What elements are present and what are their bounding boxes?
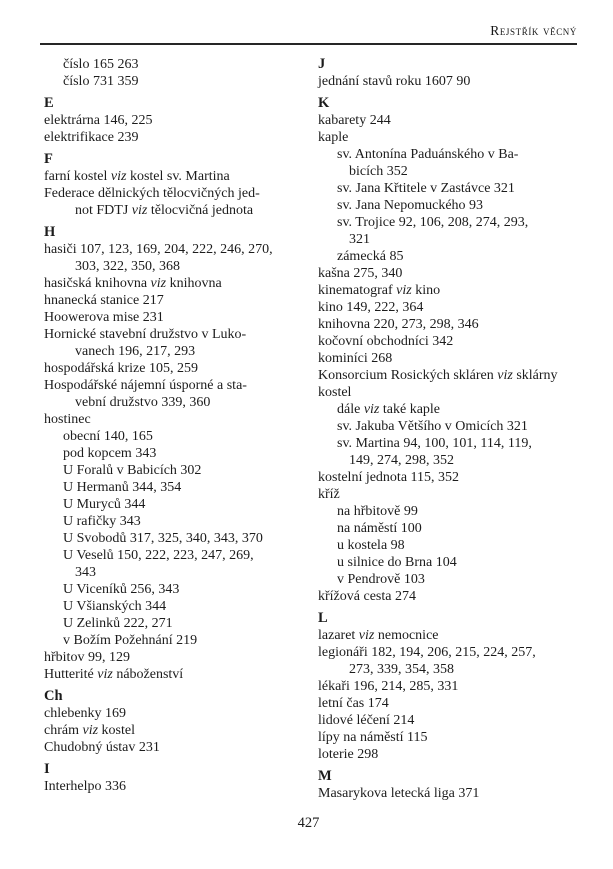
entry-text: Federace dělnických tělocvičných jed- — [44, 186, 260, 201]
entry-text: K — [318, 95, 330, 111]
index-entry-line — [318, 384, 576, 401]
index-entry-line — [318, 112, 576, 129]
entry-text: kino 149, 222, 364 — [318, 300, 424, 315]
entry-text: sv. Martina 94, 100, 101, 114, 119, — [337, 436, 532, 451]
index-entry-line — [318, 214, 576, 231]
index-entry-line — [318, 554, 576, 571]
index-entry-line — [44, 615, 300, 632]
entry-text: kostel — [318, 385, 352, 400]
entry-text: U Svobodů 317, 325, 340, 343, 370 — [63, 531, 263, 546]
entry-text: v Božím Požehnání 219 — [63, 633, 198, 648]
entry-text: lazaret — [318, 628, 359, 643]
index-entry-line — [318, 571, 576, 588]
entry-text: L — [318, 610, 328, 626]
entry-text: hostinec — [44, 412, 91, 427]
entry-text: U rafičky 343 — [63, 514, 141, 529]
cross-reference-viz: viz — [363, 402, 380, 417]
index-entry-line — [318, 627, 576, 644]
index-entry-line — [318, 452, 576, 469]
index-entry-line — [318, 503, 576, 520]
index-entry-line — [44, 428, 300, 445]
entry-text: zámecká 85 — [337, 249, 404, 264]
entry-text: tělocvičná jednota — [147, 203, 254, 218]
index-entry-line — [318, 661, 576, 678]
section-letter — [318, 95, 576, 112]
entry-text: M — [318, 768, 332, 784]
entry-text: vební družstvo 339, 360 — [75, 395, 211, 410]
section-letter — [44, 761, 300, 778]
entry-text: Ch — [44, 688, 63, 704]
index-entry-line — [318, 197, 576, 214]
index-columns — [44, 56, 576, 802]
index-entry-line — [44, 581, 300, 598]
index-entry-line — [318, 73, 576, 90]
entry-text: kabarety 244 — [318, 113, 391, 128]
index-entry-line — [318, 712, 576, 729]
entry-text: také kaple — [379, 402, 441, 417]
index-entry-line — [318, 520, 576, 537]
entry-text: U Veselů 150, 222, 223, 247, 269, — [63, 548, 254, 563]
index-entry-line — [318, 644, 576, 661]
cross-reference-viz: viz — [110, 169, 127, 184]
entry-text: kinematograf — [318, 283, 397, 298]
entry-text: lékaři 196, 214, 285, 331 — [318, 679, 459, 694]
entry-text: 321 — [349, 232, 370, 247]
index-column-right — [318, 56, 576, 802]
entry-text: lípy na náměstí 115 — [318, 730, 428, 745]
index-entry-line — [318, 265, 576, 282]
section-letter — [44, 151, 300, 168]
entry-text: obecní 140, 165 — [63, 429, 153, 444]
cross-reference-viz: viz — [131, 203, 148, 218]
index-entry-line — [318, 180, 576, 197]
index-entry-line — [318, 435, 576, 452]
entry-text: farní kostel — [44, 169, 111, 184]
index-entry-line — [44, 632, 300, 649]
entry-text: nemocnice — [374, 628, 439, 643]
index-entry-line — [44, 479, 300, 496]
index-entry-line — [318, 316, 576, 333]
entry-text: u silnice do Brna 104 — [337, 555, 457, 570]
index-entry-line — [44, 411, 300, 428]
index-entry-line — [318, 746, 576, 763]
entry-text: Hornické stavební družstvo v Luko- — [44, 327, 247, 342]
entry-text: 303, 322, 350, 368 — [75, 259, 180, 274]
index-entry-line — [318, 588, 576, 605]
entry-text: jednání stavů roku 1607 90 — [318, 74, 471, 89]
index-entry-line — [44, 275, 300, 292]
index-entry-line — [44, 258, 300, 275]
cross-reference-viz: viz — [82, 723, 99, 738]
index-entry-line — [44, 564, 300, 581]
entry-text: u kostela 98 — [337, 538, 405, 553]
entry-text: F — [44, 151, 53, 167]
index-entry-line — [318, 163, 576, 180]
entry-text: not FDTJ — [75, 203, 132, 218]
index-entry-line — [44, 598, 300, 615]
index-entry-line — [44, 739, 300, 756]
entry-text: I — [44, 761, 50, 777]
entry-text: hasiči 107, 123, 169, 204, 222, 246, 270, — [44, 242, 273, 257]
index-entry-line — [318, 401, 576, 418]
index-entry-line — [318, 537, 576, 554]
entry-text: sv. Jana Nepomuckého 93 — [337, 198, 484, 213]
entry-text: 273, 339, 354, 358 — [349, 662, 454, 677]
index-entry-line — [44, 530, 300, 547]
index-entry-line — [318, 695, 576, 712]
entry-text: legionáři 182, 194, 206, 215, 224, 257, — [318, 645, 536, 660]
entry-text: U Viceníků 256, 343 — [63, 582, 180, 597]
entry-text: knihovna 220, 273, 298, 346 — [318, 317, 479, 332]
entry-text: Hutterité — [44, 667, 98, 682]
running-head-title: Rejstřík věcný — [490, 23, 577, 38]
page-number: 427 — [297, 815, 320, 831]
index-entry-line — [44, 462, 300, 479]
entry-text: U Foralů v Babicích 302 — [63, 463, 202, 478]
entry-text: kostelní jednota 115, 352 — [318, 470, 460, 485]
entry-text: hřbitov 99, 129 — [44, 650, 130, 665]
entry-text: Interhelpo 336 — [44, 779, 127, 794]
index-entry-line — [318, 486, 576, 503]
entry-text: Masarykova letecká liga 371 — [318, 786, 480, 801]
index-entry-line — [44, 394, 300, 411]
index-entry-line — [44, 360, 300, 377]
entry-text: 149, 274, 298, 352 — [349, 453, 454, 468]
entry-text: na náměstí 100 — [337, 521, 422, 536]
entry-text: sv. Antonína Paduánského v Ba- — [337, 147, 519, 162]
index-entry-line — [318, 418, 576, 435]
entry-text: kostel sv. Martina — [126, 169, 230, 184]
index-entry-line — [44, 56, 300, 73]
entry-text: číslo 731 359 — [63, 74, 139, 89]
index-entry-line — [44, 292, 300, 309]
entry-text: pod kopcem 343 — [63, 446, 157, 461]
entry-text: sv. Jakuba Většího v Omicích 321 — [337, 419, 528, 434]
entry-text: knihovna — [166, 276, 222, 291]
index-entry-line — [44, 73, 300, 90]
entry-text: kominíci 268 — [318, 351, 393, 366]
section-letter — [318, 768, 576, 785]
entry-text: náboženství — [112, 667, 184, 682]
index-entry-line — [318, 299, 576, 316]
entry-text: sv. Trojice 92, 106, 208, 274, 293, — [337, 215, 529, 230]
entry-text: dále — [337, 402, 364, 417]
index-entry-line — [44, 343, 300, 360]
section-letter — [44, 95, 300, 112]
entry-text: v Pendrově 103 — [337, 572, 425, 587]
index-entry-line — [44, 326, 300, 343]
cross-reference-viz: viz — [150, 276, 167, 291]
index-entry-line — [318, 367, 576, 384]
entry-text: křížová cesta 274 — [318, 589, 416, 604]
index-entry-line — [318, 146, 576, 163]
index-entry-line — [44, 112, 300, 129]
entry-text: chlebenky 169 — [44, 706, 127, 721]
index-entry-line — [318, 469, 576, 486]
section-letter — [44, 688, 300, 705]
entry-text: U Muryců 344 — [63, 497, 146, 512]
entry-text: Hoowerova mise 231 — [44, 310, 164, 325]
entry-text: kašna 275, 340 — [318, 266, 403, 281]
index-entry-line — [44, 445, 300, 462]
index-entry-line — [44, 722, 300, 739]
entry-text: U Hermanů 344, 354 — [63, 480, 182, 495]
index-entry-line — [318, 129, 576, 146]
entry-text: elektrárna 146, 225 — [44, 113, 153, 128]
cross-reference-viz: viz — [396, 283, 412, 298]
entry-text: U Zelinků 222, 271 — [63, 616, 173, 631]
cross-reference-viz: viz — [97, 667, 113, 682]
index-entry-line — [44, 666, 300, 683]
index-entry-line — [318, 231, 576, 248]
entry-text: bicích 352 — [349, 164, 408, 179]
entry-text: H — [44, 224, 56, 240]
section-letter — [44, 224, 300, 241]
entry-text: 343 — [75, 565, 96, 580]
index-column-left — [44, 56, 300, 795]
index-entry-line — [44, 513, 300, 530]
entry-text: chrám — [44, 723, 83, 738]
index-entry-line — [44, 778, 300, 795]
entry-text: číslo 165 263 — [63, 57, 139, 72]
section-letter — [318, 610, 576, 627]
entry-text: kino — [411, 283, 441, 298]
index-entry-line — [318, 678, 576, 695]
index-entry-line — [44, 705, 300, 722]
entry-text: kaple — [318, 130, 349, 145]
index-entry-line — [318, 729, 576, 746]
index-entry-line — [44, 185, 300, 202]
entry-text: Konsorcium Rosických skláren — [318, 368, 498, 383]
index-entry-line — [44, 168, 300, 185]
index-entry-line — [44, 649, 300, 666]
index-entry-line — [44, 241, 300, 258]
entry-text: hasičská knihovna — [44, 276, 151, 291]
entry-text: kříž — [318, 487, 340, 502]
entry-text: kočovní obchodníci 342 — [318, 334, 454, 349]
index-entry-line — [318, 333, 576, 350]
index-entry-line — [318, 785, 576, 802]
entry-text: hnanecká stanice 217 — [44, 293, 164, 308]
index-entry-line — [44, 547, 300, 564]
index-entry-line — [318, 248, 576, 265]
index-entry-line — [44, 202, 300, 219]
index-entry-line — [44, 309, 300, 326]
entry-text: U Všianských 344 — [63, 599, 167, 614]
entry-text: J — [318, 56, 326, 72]
entry-text: elektrifikace 239 — [44, 130, 139, 145]
entry-text: Chudobný ústav 231 — [44, 740, 160, 755]
entry-text: lidové léčení 214 — [318, 713, 415, 728]
entry-text: E — [44, 95, 54, 111]
index-entry-line — [318, 282, 576, 299]
entry-text: sklárny — [512, 368, 558, 383]
entry-text: letní čas 174 — [318, 696, 389, 711]
index-entry-line — [44, 129, 300, 146]
entry-text: na hřbitově 99 — [337, 504, 418, 519]
index-entry-line — [44, 496, 300, 513]
cross-reference-viz: viz — [497, 368, 513, 383]
entry-text: hospodářská krize 105, 259 — [44, 361, 198, 376]
entry-text: loterie 298 — [318, 747, 379, 762]
header-rule — [40, 43, 577, 45]
section-letter — [318, 56, 576, 73]
entry-text: Hospodářské nájemní úsporné a sta- — [44, 378, 247, 393]
entry-text: kostel — [98, 723, 135, 738]
entry-text: sv. Jana Křtitele v Zastávce 321 — [337, 181, 515, 196]
index-entry-line — [44, 377, 300, 394]
entry-text: vanech 196, 217, 293 — [75, 344, 196, 359]
cross-reference-viz: viz — [358, 628, 375, 643]
index-entry-line — [318, 350, 576, 367]
